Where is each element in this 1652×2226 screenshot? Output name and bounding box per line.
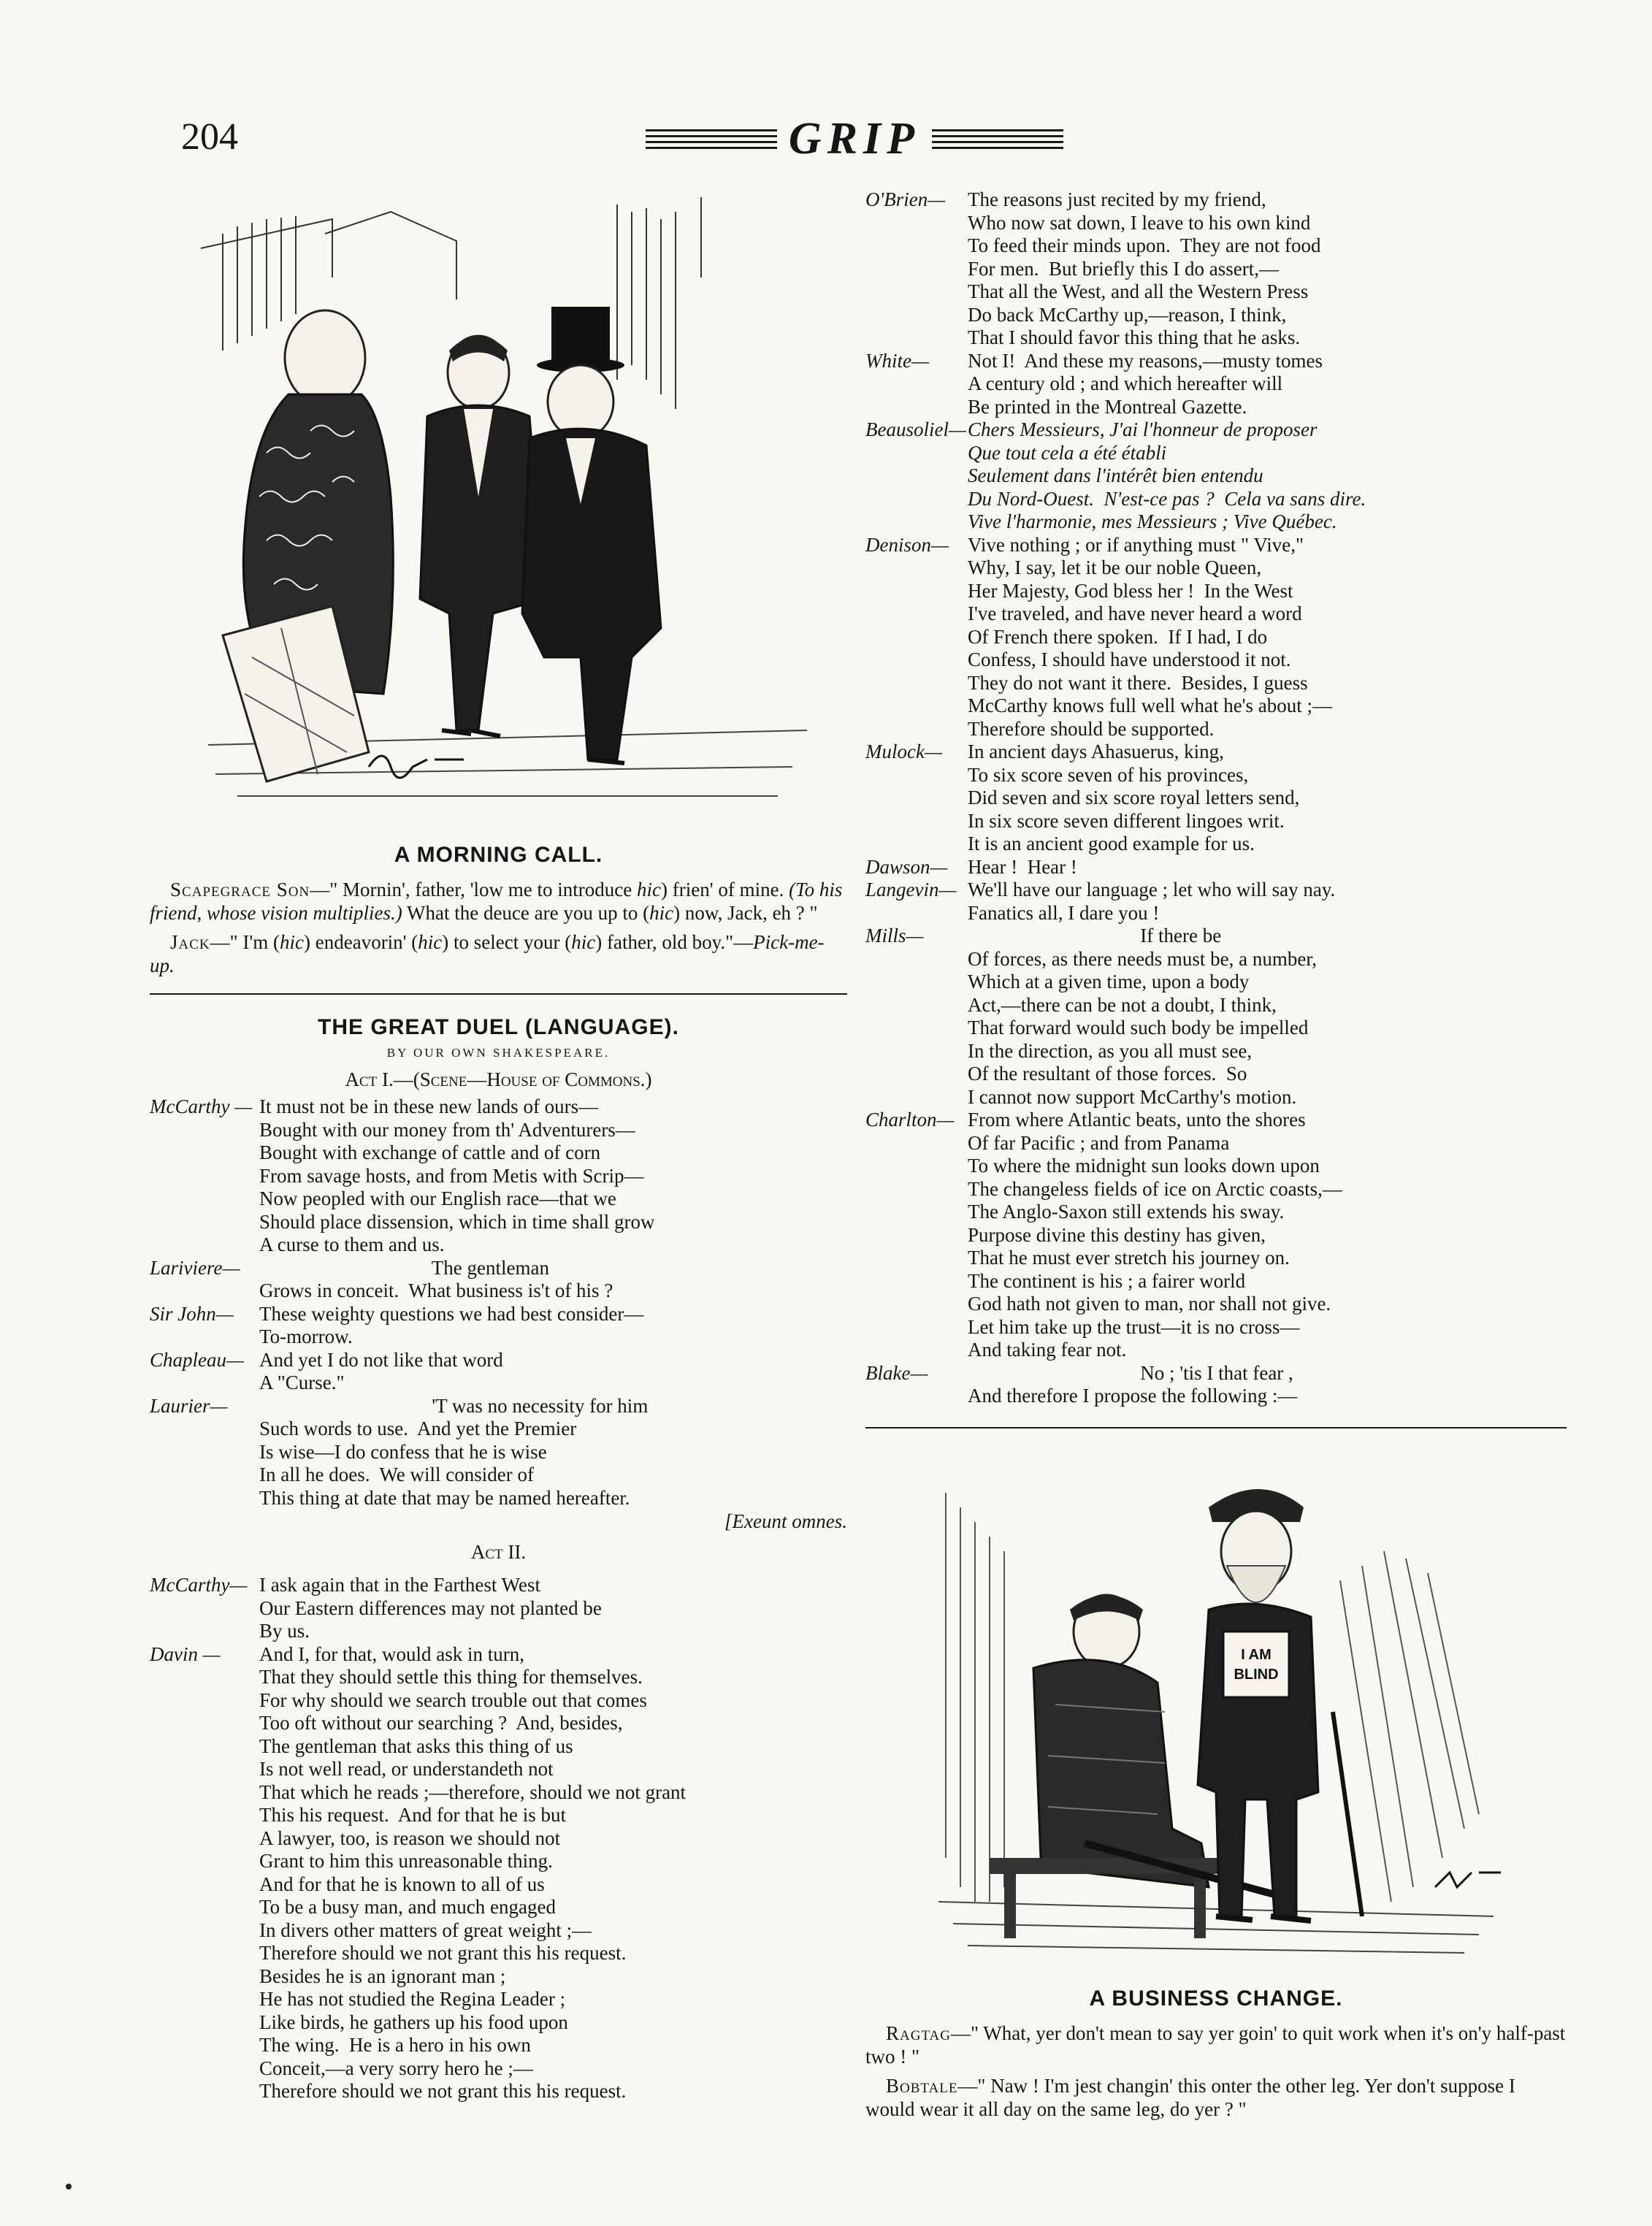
verse-text: In divers other matters of great weight ;— <box>259 1919 592 1941</box>
verse-text: Her Majesty, God bless her ! In the West <box>968 579 1293 602</box>
verse-text: To-morrow. <box>259 1326 353 1347</box>
text-run: ) father, old boy."— <box>595 931 754 953</box>
verse-text: Should place dissension, which in time shall grow <box>259 1210 655 1233</box>
verse-text: Of French there spoken. If I had, I do <box>968 625 1268 648</box>
verse-text: And for that he is known to all of us <box>259 1873 545 1895</box>
verse-text: That he must ever stretch his journey on. <box>968 1247 1290 1269</box>
verse-line <box>150 1988 847 2011</box>
text-run: —" Naw ! I'm jest changin' this onter the other leg. Yer don't suppose I would wear it all day on the same leg, do yer ? " <box>865 2074 1515 2120</box>
verse-line <box>865 372 1567 396</box>
sign-text-line-1: I AM <box>1241 1646 1271 1663</box>
masthead-title: GRIP <box>788 113 921 164</box>
verse-text: Du Nord-Ouest. N'est-ce pas ? Cela va sans dire. <box>968 487 1366 510</box>
verse-line <box>865 510 1567 534</box>
speaker-name: O'Brien— <box>865 188 946 210</box>
verse-line <box>865 304 1567 327</box>
speaker-name: Blake— <box>865 1361 928 1384</box>
text-run: Ragtag <box>886 2022 951 2044</box>
verse-line <box>865 212 1567 235</box>
verse-line <box>865 556 1567 580</box>
verse-text: Grant to him this unreasonable thing. <box>259 1850 553 1872</box>
verse-line <box>150 1187 847 1211</box>
text-run: ) endeavorin' ( <box>304 931 418 953</box>
verse-text: Fanatics all, I dare you ! <box>968 901 1160 924</box>
verse-text: In the direction, as you all must see, <box>968 1039 1253 1062</box>
morning-call-illustration <box>150 190 847 833</box>
section-divider <box>150 993 847 995</box>
verse-line <box>865 1155 1567 1178</box>
act1-heading: Act I.—(Scene—House of Commons.) <box>345 1068 652 1090</box>
verse-text: These weighty questions we had best consider— <box>259 1302 644 1325</box>
verse-line <box>150 1620 847 1643</box>
verse-line <box>150 1280 847 1303</box>
speaker-name: Laurier— <box>150 1394 228 1417</box>
verse-text: Bought with exchange of cattle and of corn <box>259 1141 601 1163</box>
verse-line <box>865 902 1567 925</box>
verse-line <box>865 188 1567 212</box>
verse-text: Is wise—I do confess that he is wise <box>259 1440 547 1463</box>
verse-text: In ancient days Ahasuerus, king, <box>968 741 1224 762</box>
verse-text: A "Curse." <box>259 1372 345 1393</box>
verse-line <box>865 258 1567 281</box>
verse-line <box>865 994 1567 1017</box>
text-run: What the deuce are you up to ( <box>402 902 650 924</box>
stray-ink-dot <box>66 2184 72 2189</box>
text-run: ) to select your ( <box>442 931 572 953</box>
verse-text: Conceit,—a very sorry hero he ;— <box>259 2057 533 2079</box>
verse-text: A lawyer, too, is reason we should not <box>259 1827 561 1849</box>
verse-line <box>150 2034 847 2057</box>
verse-line <box>865 1109 1567 1132</box>
verse-line <box>150 1574 847 1597</box>
verse-text: Our Eastern differences may not planted be <box>259 1596 602 1619</box>
verse-text: Bought with our money from th' Adventurers— <box>259 1118 635 1141</box>
verse-text: Did seven and six score royal letters send, <box>968 787 1300 808</box>
speaker-name: Charlton— <box>865 1109 955 1131</box>
verse-line <box>865 1339 1567 1362</box>
verse-text: Of far Pacific ; and from Panama <box>968 1131 1230 1154</box>
verse-line <box>865 649 1567 672</box>
verse-text: That all the West, and all the Western Press <box>968 280 1309 302</box>
verse-line <box>865 1201 1567 1224</box>
verse-line <box>865 1224 1567 1247</box>
verse-line <box>150 1487 847 1510</box>
verse-text: Of forces, as there needs must be, a number, <box>968 947 1317 970</box>
verse-line <box>865 971 1567 994</box>
verse-line <box>150 1211 847 1234</box>
verse-text: To feed their minds upon. They are not food <box>968 234 1321 256</box>
verse-text: And taking fear not. <box>968 1339 1127 1361</box>
page-number: 204 <box>181 116 238 158</box>
verse-line <box>150 1643 847 1667</box>
sign-text-line-2: BLIND <box>1234 1666 1279 1683</box>
verse-text: We'll have our language ; let who will say nay. <box>968 879 1336 900</box>
verse-text: It is an ancient good example for us. <box>968 833 1255 854</box>
verse-line <box>865 764 1567 787</box>
verse-text: To six score seven of his provinces, <box>968 763 1249 786</box>
verse-line <box>865 1017 1567 1040</box>
verse-line <box>150 1735 847 1759</box>
verse-text: The gentleman <box>259 1256 549 1279</box>
verse-line <box>865 672 1567 695</box>
verse-line <box>865 418 1567 442</box>
speaker-name: McCarthy — <box>150 1095 253 1117</box>
verse-line <box>150 1441 847 1464</box>
business-change-paragraph-2 <box>865 2074 1567 2121</box>
verse-line <box>865 1040 1567 1063</box>
verse-text: For why should we search trouble out that comes <box>259 1688 647 1711</box>
verse-text: 'T was no necessity for him <box>259 1394 649 1417</box>
text-run: hic <box>649 902 674 924</box>
verse-line <box>150 1303 847 1326</box>
speaker-name: Mills— <box>865 925 924 946</box>
speaker-name: Sir John— <box>150 1302 234 1325</box>
verse-text: God hath not given to man, nor shall not give. <box>968 1293 1331 1315</box>
verse-line <box>150 1942 847 1965</box>
verse-line <box>150 1850 847 1873</box>
verse-text: If there be <box>968 925 1222 946</box>
verse-text: The wing. He is a hero in his own <box>259 2034 531 2056</box>
verse-line <box>150 1095 847 1119</box>
verse-text: Vive nothing ; or if anything must " Vive," <box>968 533 1304 556</box>
act2-lines <box>150 1574 847 2103</box>
verse-line <box>865 925 1567 948</box>
verse-line <box>150 1349 847 1372</box>
verse-text: I ask again that in the Farthest West <box>259 1574 540 1596</box>
speaker-name: Lariviere— <box>150 1256 240 1279</box>
verse-text: Let him take up the trust—it is no cross— <box>968 1315 1300 1338</box>
verse-text: Why, I say, let it be our noble Queen, <box>968 556 1262 578</box>
verse-text: This his request. And for that he is but <box>259 1804 566 1826</box>
verse-line <box>150 1141 847 1165</box>
verse-text: Confess, I should have understood it not. <box>968 649 1291 670</box>
text-run: —" I'm ( <box>210 931 280 953</box>
verse-line <box>865 1132 1567 1155</box>
verse-line <box>865 1086 1567 1109</box>
verse-text: That I should favor this thing that he asks. <box>968 326 1301 348</box>
left-column <box>150 190 847 2103</box>
verse-text: Like birds, he gathers up his food upon <box>259 2011 568 2033</box>
verse-line <box>865 810 1567 833</box>
verse-text: Que tout cela a été établi <box>968 441 1167 464</box>
verse-text: Therefore should we not grant this his request. <box>259 1942 627 1964</box>
verse-line <box>150 1804 847 1827</box>
verse-line <box>865 695 1567 718</box>
verse-line <box>150 1119 847 1142</box>
verse-text: Act,—there can be not a doubt, I think, <box>968 993 1277 1016</box>
verse-text: Which at a given time, upon a body <box>968 971 1250 992</box>
verse-text: Too oft without our searching ? And, besides, <box>259 1712 623 1734</box>
verse-text: No ; 'tis I that fear , <box>968 1361 1293 1384</box>
section-divider-right <box>865 1427 1567 1428</box>
verse-text: The Anglo-Saxon still extends his sway. <box>968 1201 1285 1223</box>
business-change-illustration <box>865 1449 1567 1975</box>
verse-text: Besides he is an ignorant man ; <box>259 1965 506 1987</box>
text-run: Pick-me-up. <box>150 931 825 976</box>
verse-text: The gentleman that asks this thing of us <box>259 1734 573 1757</box>
verse-text: McCarthy knows full well what he's about ;— <box>968 695 1333 716</box>
verse-text: Hear ! Hear ! <box>968 855 1077 878</box>
verse-line <box>150 1666 847 1689</box>
verse-text: In all he does. We will consider of <box>259 1464 534 1485</box>
verse-line <box>865 280 1567 304</box>
duel-title: THE GREAT DUEL (LANGUAGE). <box>318 1015 679 1039</box>
verse-text: To be a busy man, and much engaged <box>259 1896 556 1918</box>
verse-text: The reasons just recited by my friend, <box>968 188 1266 210</box>
verse-line <box>150 2080 847 2103</box>
scapegrace-son-figure <box>522 307 661 763</box>
business-change-title: A BUSINESS CHANGE. <box>1089 1986 1343 2011</box>
verse-line <box>865 1178 1567 1201</box>
verse-line <box>865 787 1567 810</box>
verse-line <box>865 833 1567 856</box>
speaker-name: Davin — <box>150 1642 221 1665</box>
verse-line <box>150 1827 847 1851</box>
verse-line <box>865 1063 1567 1086</box>
verse-text: Grows in conceit. What business is't of his ? <box>259 1280 613 1301</box>
verse-text: Of the resultant of those forces. So <box>968 1063 1247 1085</box>
old-father-figure <box>223 310 393 781</box>
verse-text: That which he reads ;—therefore, should we not grant <box>259 1781 687 1803</box>
verse-text: Not I! And these my reasons,—musty tomes <box>968 349 1323 372</box>
verse-line <box>865 856 1567 879</box>
verse-line <box>150 1234 847 1257</box>
verse-text: That forward would such body be impelled <box>968 1017 1309 1039</box>
speaker-name: Denison— <box>865 533 949 556</box>
verse-line <box>150 1896 847 1919</box>
verse-line <box>150 1372 847 1395</box>
verse-text: This thing at date that may be named hereafter. <box>259 1486 630 1509</box>
verse-text: Do back McCarthy up,—reason, I think, <box>968 303 1287 326</box>
morning-call-paragraph-2 <box>150 930 847 977</box>
verse-text: That they should settle this thing for themselves. <box>259 1666 643 1688</box>
verse-line <box>150 1965 847 1989</box>
speaker-name: Beausoliel— <box>865 418 966 440</box>
verse-line <box>865 1362 1567 1385</box>
verse-line <box>865 442 1567 465</box>
verse-line <box>865 948 1567 971</box>
act2-heading: Act II. <box>470 1541 527 1563</box>
masthead-rules-left <box>646 129 777 149</box>
verse-text: They do not want it there. Besides, I guess <box>968 671 1308 694</box>
duel-byline: BY OUR OWN SHAKESPEARE. <box>386 1046 611 1060</box>
morning-call-paragraph-1 <box>150 878 847 925</box>
verse-line <box>150 1689 847 1713</box>
verse-line <box>150 1464 847 1487</box>
verse-line <box>865 580 1567 603</box>
verse-text: Such words to use. And yet the Premier <box>259 1418 577 1439</box>
verse-line <box>150 1326 847 1349</box>
verse-text: Therefore should we not grant this his request. <box>259 2080 627 2102</box>
verse-line <box>150 1919 847 1943</box>
verse-line <box>150 1257 847 1280</box>
verse-text: And I, for that, would ask in turn, <box>259 1642 524 1665</box>
verse-text: Therefore should be supported. <box>968 717 1215 740</box>
exeunt-direction: [Exeunt omnes. <box>724 1510 847 1532</box>
speaker-name: White— <box>865 349 929 372</box>
verse-line <box>150 2057 847 2081</box>
verse-text: He has not studied the Regina Leader ; <box>259 1988 566 2010</box>
verse-line <box>150 1597 847 1621</box>
verse-text: And therefore I propose the following :— <box>968 1385 1298 1407</box>
verse-line <box>150 1712 847 1735</box>
speaker-name: Dawson— <box>865 855 948 878</box>
text-run: hic <box>418 931 443 953</box>
verse-line <box>865 1247 1567 1270</box>
verse-text: A century old ; and which hereafter will <box>968 372 1283 394</box>
speaker-name: Mulock— <box>865 741 942 762</box>
verse-text: Who now sat down, I leave to his own kind <box>968 211 1311 234</box>
verse-text: Is not well read, or understandeth not <box>259 1758 554 1780</box>
verse-text: Chers Messieurs, J'ai l'honneur de proposer <box>968 418 1318 440</box>
verse-line <box>865 234 1567 258</box>
verse-line <box>865 718 1567 741</box>
duel-continued-lines <box>865 188 1567 1408</box>
text-run: ) frien' of mine. <box>661 879 789 900</box>
verse-text: Purpose divine this destiny has given, <box>968 1223 1266 1246</box>
speaker-name: Chapleau— <box>150 1348 245 1371</box>
verse-line <box>150 2011 847 2035</box>
business-change-paragraph-1 <box>865 2022 1567 2068</box>
verse-text: The continent is his ; a fairer world <box>968 1269 1246 1292</box>
text-run: hic <box>280 931 304 953</box>
verse-line <box>150 1873 847 1897</box>
verse-text: It must not be in these new lands of ours— <box>259 1095 599 1117</box>
text-run: Scapegrace Son <box>170 879 310 900</box>
verse-text: I've traveled, and have never heard a word <box>968 603 1302 624</box>
verse-text: Be printed in the Montreal Gazette. <box>968 395 1247 418</box>
text-run: —" Mornin', father, 'low me to introduce <box>310 879 638 900</box>
verse-line <box>865 741 1567 764</box>
verse-text: By us. <box>259 1620 310 1642</box>
verse-line <box>865 626 1567 649</box>
verse-line <box>150 1418 847 1441</box>
morning-call-drawing <box>150 190 847 833</box>
verse-line <box>865 603 1567 626</box>
verse-line <box>865 1293 1567 1316</box>
text-run: hic <box>637 879 662 900</box>
verse-line <box>865 1385 1567 1408</box>
right-column <box>865 188 1567 2127</box>
verse-line <box>865 534 1567 557</box>
masthead <box>613 110 1095 168</box>
verse-line <box>150 1781 847 1805</box>
verse-line <box>150 1395 847 1418</box>
verse-text: For men. But briefly this I do assert,— <box>968 257 1279 280</box>
act1-lines <box>150 1095 847 1510</box>
verse-text: Seulement dans l'intérêt bien entendu <box>968 464 1263 486</box>
verse-line <box>865 1270 1567 1293</box>
verse-line <box>150 1758 847 1781</box>
bobtale-figure <box>1198 1489 1362 1921</box>
speaker-name: Langevin— <box>865 879 957 900</box>
verse-text: Vive l'harmonie, mes Messieurs ; Vive Québec. <box>968 510 1337 532</box>
verse-text: From where Atlantic beats, unto the shores <box>968 1109 1306 1131</box>
morning-call-title: A MORNING CALL. <box>394 843 603 867</box>
verse-line <box>865 396 1567 419</box>
verse-text: In six score seven different lingoes writ. <box>968 809 1285 832</box>
verse-line <box>150 1165 847 1188</box>
speaker-name: McCarthy— <box>150 1574 248 1596</box>
verse-text: And yet I do not like that word <box>259 1348 503 1371</box>
verse-text: To where the midnight sun looks down upon <box>968 1155 1320 1177</box>
verse-line <box>865 879 1567 902</box>
text-run: ) now, Jack, eh ? " <box>673 902 818 924</box>
verse-line <box>865 326 1567 350</box>
masthead-rules-right <box>932 129 1063 149</box>
verse-text: From savage hosts, and from Metis with Scrip— <box>259 1164 644 1187</box>
verse-line <box>865 464 1567 488</box>
verse-text: The changeless fields of ice on Arctic coasts,— <box>968 1177 1342 1200</box>
verse-line <box>865 488 1567 511</box>
verse-text: I cannot now support McCarthy's motion. <box>968 1085 1297 1108</box>
verse-line <box>865 350 1567 373</box>
text-run: (To his friend, whose vision multiplies.) <box>150 879 843 924</box>
verse-text: A curse to them and us. <box>259 1234 445 1255</box>
text-run: —" What, yer don't mean to say yer goin' to quit work when it's on'y half-past two ! " <box>865 2022 1566 2068</box>
verse-text: Now peopled with our English race—that we <box>259 1187 616 1209</box>
text-run: hic <box>571 931 596 953</box>
business-change-drawing <box>865 1449 1567 1975</box>
text-run: Jack <box>170 931 210 953</box>
text-run: Bobtale <box>886 2074 958 2097</box>
verse-line <box>865 1316 1567 1339</box>
i-am-blind-sign <box>1223 1632 1289 1697</box>
